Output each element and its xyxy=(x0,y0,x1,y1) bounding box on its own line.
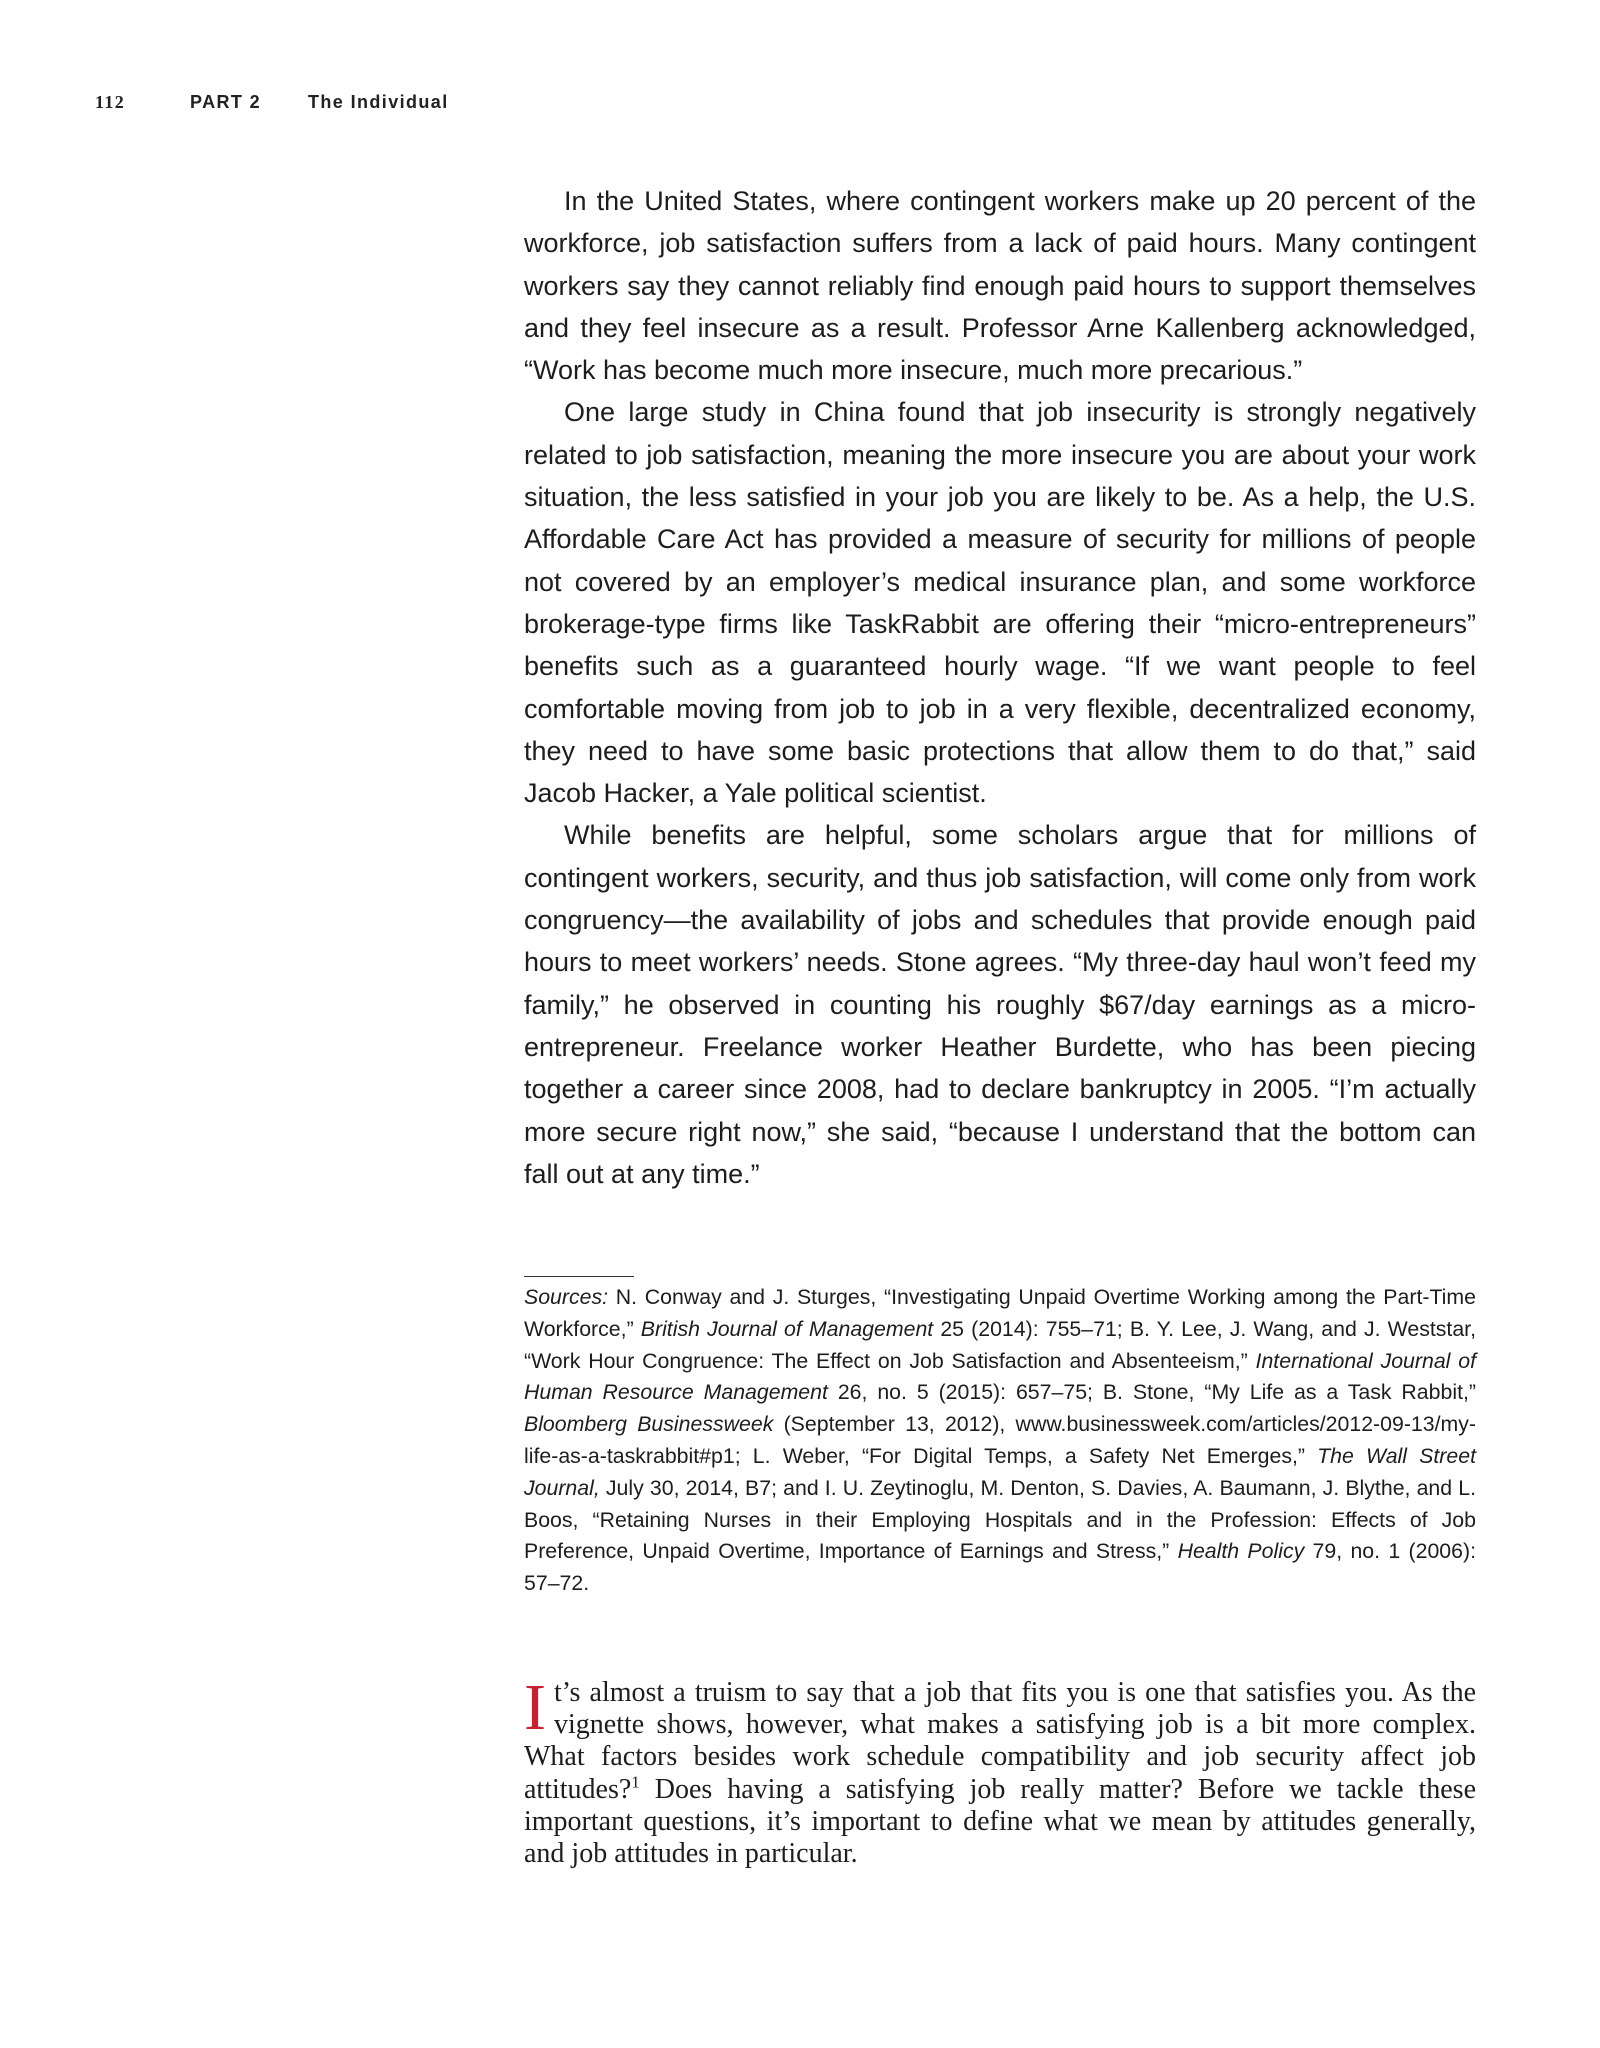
vignette-paragraph: While benefits are helpful, some scholars argue that for millions of contingent workers, security, and thus job satisfaction, will come only from work congruency—the availability of jobs and schedules that provide enough paid hours to meet workers’ needs. Stone agrees. “My three-day haul won’t feed my family,” he observed in counting his roughly $67/day earnings as a micro-entrepreneur. Freelance worker Heather Burdette, who has been piecing together a career since 2008, had to declare bankruptcy in 2005. “I’m actually more secure right now,” she said, “because I understand that the bottom can fall out at any time.” xyxy=(524,820,1476,1189)
sources-label: Sources: xyxy=(524,1285,609,1309)
source-citation: N. Conway and J. Sturges, “Investigating Unpaid Overtime Working among the Part-Time Workforce,” xyxy=(524,1285,1476,1341)
sources-note xyxy=(524,1282,1476,1600)
part-label: PART 2 xyxy=(190,92,262,112)
journal-title: Health Policy xyxy=(1177,1539,1305,1564)
source-citation: (September 13, 2012), www.businessweek.com/articles/2012-09-13/my-life-as-a-taskrabbit#p1; L. Weber, “For Digital Temps, a Safety Net Emerges,” xyxy=(524,1412,1476,1468)
journal-title: Bloomberg Businessweek xyxy=(524,1412,774,1437)
chapter-intro xyxy=(524,1671,1476,1870)
part-title: The Individual xyxy=(308,92,449,112)
journal-title: International Journal of Human Resource Management xyxy=(524,1348,1476,1405)
source-citation: 25 (2014): 755–71; B. Y. Lee, J. Wang, and J. Weststar, “Work Hour Congruence: The Effect on Job Satisfaction and Absenteeism,” xyxy=(524,1316,1477,1373)
intro-text: Does having a satisfying job really matter? Before we tackle these important questions, it’s important to define what we mean by attitudes generally, and job attitudes in particular. xyxy=(524,1773,1476,1870)
vignette-paragraph: One large study in China found that job insecurity is strongly negatively related to job satisfaction, meaning the more insecure you are about your work situation, the less satisfied in your job you are likely to be. As a help, the U.S. Affordable Care Act has provided a measure of security for millions of people not covered by an employer’s medical insurance plan, and some workforce brokerage-type firms like TaskRabbit are offering their “micro-entrepreneurs” benefits such as a guaranteed hourly wage. “If we want people to feel comfortable moving from job to job in a very flexible, decentralized economy, they need to have some basic protections that allow them to do that,” said Jacob Hacker, a Yale political scientist. xyxy=(524,397,1476,809)
page-number: 112 xyxy=(95,92,126,112)
running-head xyxy=(95,92,449,113)
source-citation: July 30, 2014, B7; and I. U. Zeytinoglu, M. Denton, S. Davies, A. Baumann, J. Blythe, and L. Boos, “Retaining Nurses in their Employing Hospitals and in the Profession: Effects of Job Preference, Unpaid Overtime, Importance of Earnings and Stress,” xyxy=(524,1475,1476,1564)
vignette-paragraph: In the United States, where contingent workers make up 20 percent of the workforce, job satisfaction suffers from a lack of paid hours. Many contingent workers say they cannot reliably find enough paid hours to support themselves and they feel insecure as a result. Professor Arne Kallenberg acknowledged, “Work has become much more insecure, much more precarious.” xyxy=(524,186,1476,386)
source-citation: 79, no. 1 (2006): 57–72. xyxy=(524,1539,1476,1596)
source-citation: 26, no. 5 (2015): 657–75; B. Stone, “My Life as a Task Rabbit,” xyxy=(827,1380,1476,1405)
drop-cap: I xyxy=(524,1671,546,1744)
journal-title: British Journal of Management xyxy=(640,1316,934,1341)
journal-title: The Wall Street Journal, xyxy=(524,1443,1477,1500)
intro-paragraph xyxy=(524,1671,1476,1870)
opening-vignette xyxy=(524,180,1476,1195)
sources-divider xyxy=(524,1276,634,1277)
sources-text xyxy=(524,1282,1476,1600)
intro-text: t’s almost a truism to say that a job that fits you is one that satisfies you. As the vignette shows, however, what makes a satisfying job is a bit more complex. What factors besides work schedule compatibility and job security affect job attitudes? xyxy=(524,1677,1476,1805)
footnote-marker: 1 xyxy=(631,1772,640,1792)
